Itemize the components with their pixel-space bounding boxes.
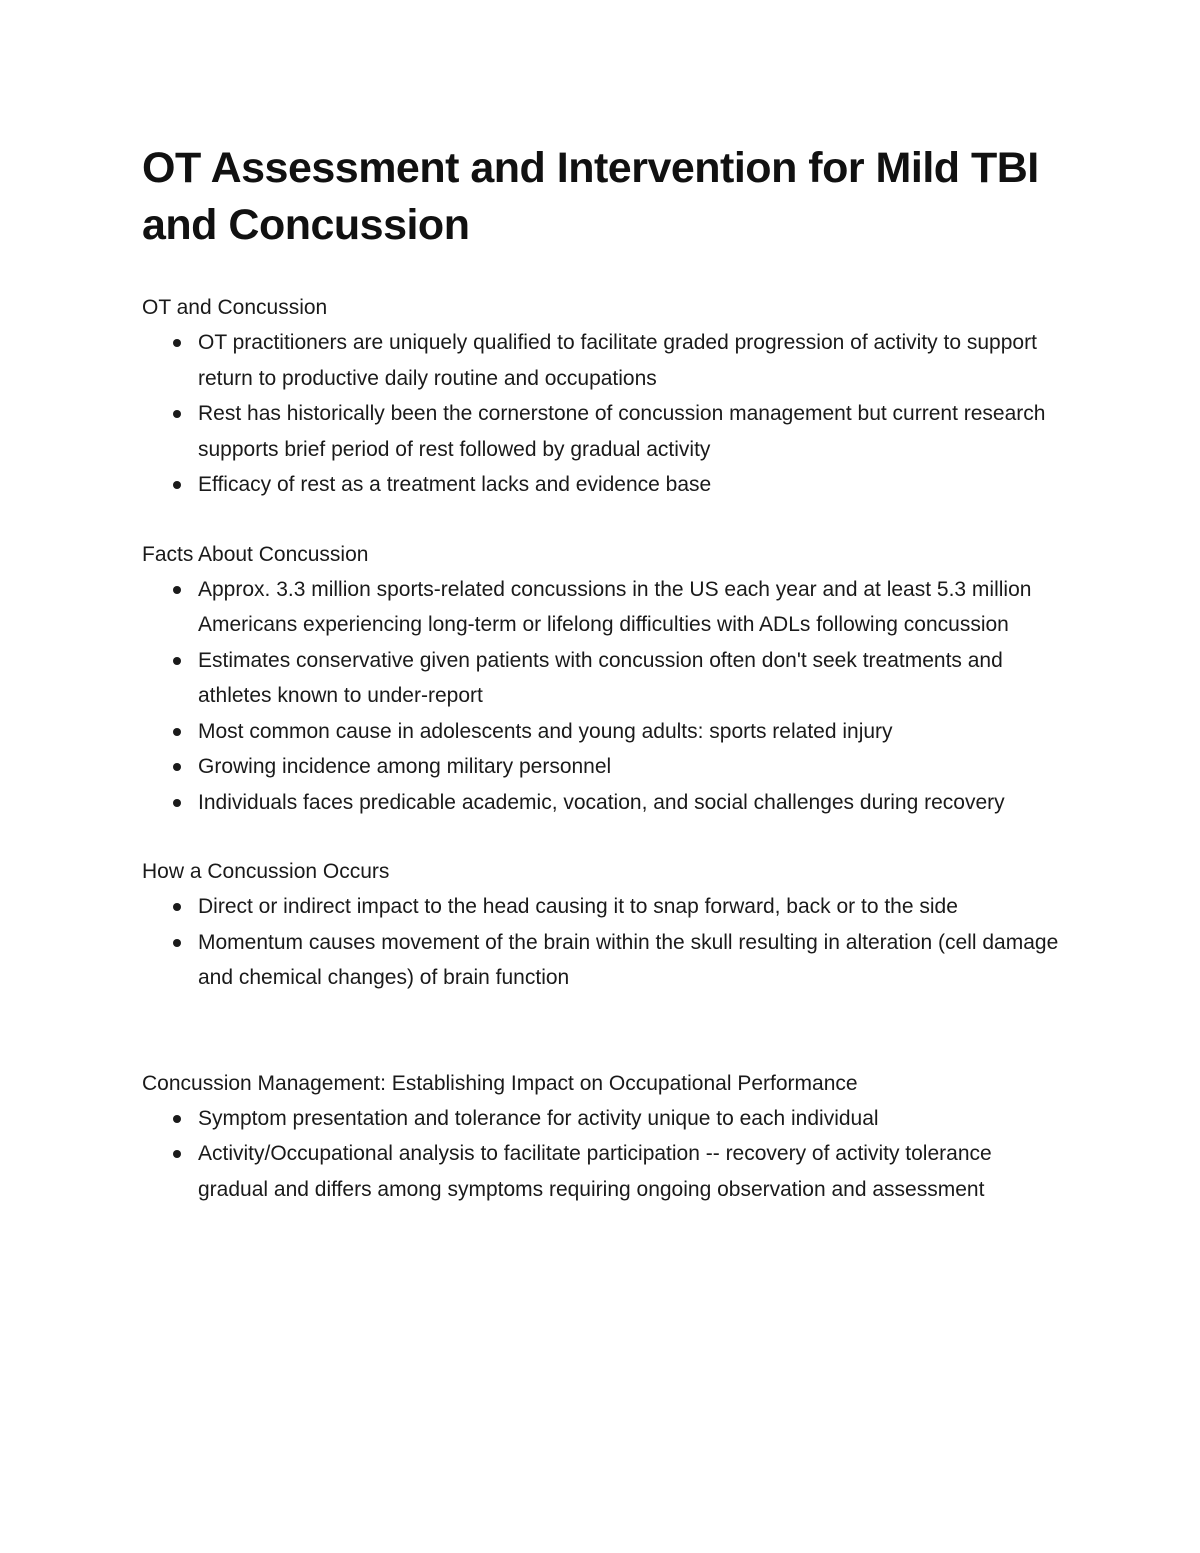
list-item: Efficacy of rest as a treatment lacks and evidence base	[198, 467, 1062, 503]
section-concussion-management	[142, 1066, 1062, 1208]
list-item: Activity/Occupational analysis to facilitate participation -- recovery of activity tolerance gradual and differs among symptoms requiring ongoing observation and assessment	[198, 1136, 1062, 1207]
list-item: Momentum causes movement of the brain within the skull resulting in alteration (cell damage and chemical changes) of brain function	[198, 925, 1062, 996]
bullet-list	[142, 572, 1062, 821]
list-item: Estimates conservative given patients with concussion often don't seek treatments and athletes known to under-report	[198, 643, 1062, 714]
section-heading: Facts About Concussion	[142, 542, 369, 566]
document-title: OT Assessment and Intervention for Mild TBI and Concussion	[142, 144, 1039, 249]
list-item: Symptom presentation and tolerance for activity unique to each individual	[198, 1101, 1062, 1137]
list-item: Approx. 3.3 million sports-related concussions in the US each year and at least 5.3 million Americans experiencing long-term or lifelong difficulties with ADLs following concussion	[198, 572, 1062, 643]
list-item: Individuals faces predicable academic, vocation, and social challenges during recovery	[198, 785, 1062, 821]
section-heading: Concussion Management: Establishing Impact on Occupational Performance	[142, 1071, 858, 1095]
section-heading: How a Concussion Occurs	[142, 860, 390, 883]
document-page	[142, 140, 1062, 1207]
list-item: Growing incidence among military personnel	[198, 749, 1062, 785]
list-item: OT practitioners are uniquely qualified to facilitate graded progression of activity to support return to productive daily routine and occupations	[198, 325, 1062, 396]
list-item: Rest has historically been the cornerstone of concussion management but current research supports brief period of rest followed by gradual activity	[198, 396, 1062, 467]
section-ot-and-concussion	[142, 290, 1062, 503]
section-facts-about-concussion	[142, 537, 1062, 821]
bullet-list	[142, 889, 1062, 996]
bullet-list	[142, 1101, 1062, 1208]
list-item: Direct or indirect impact to the head causing it to snap forward, back or to the side	[198, 889, 1062, 925]
section-heading: OT and Concussion	[142, 296, 328, 319]
section-how-a-concussion-occurs	[142, 854, 1062, 996]
bullet-list	[142, 325, 1062, 503]
list-item: Most common cause in adolescents and young adults: sports related injury	[198, 714, 1062, 750]
